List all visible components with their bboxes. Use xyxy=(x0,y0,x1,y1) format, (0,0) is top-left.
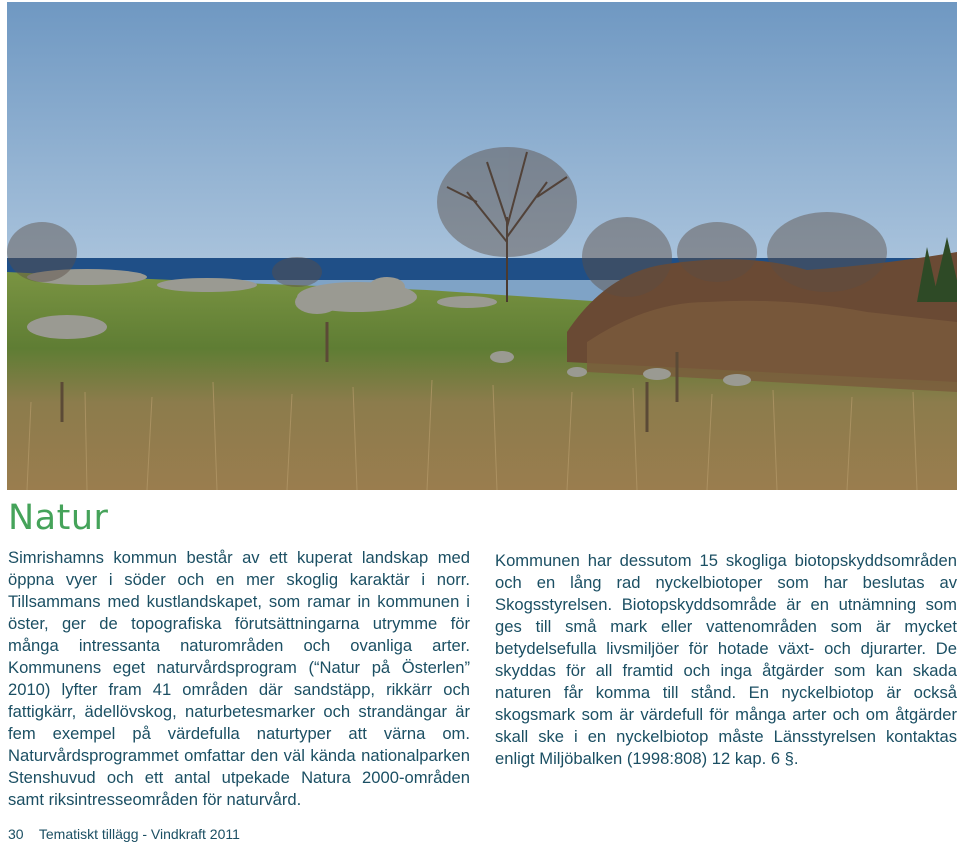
landscape-photo xyxy=(7,2,957,490)
left-column-text: Simrishamns kommun består av ett kuperat landskap med öppna vyer i söder och en mer skoglig karaktär i norr. Tillsammans med kustlandskapet, som ramar in kommunen i öster, ger de topografiska förutsättningarna utrymme för många intressanta naturområden och ovanliga arter. Kommunens eget naturvårdsprogram (“Natur på Österlen” 2010) lyfter fram 41 områden där sandstäpp, rikkärr och fattigkärr, ädellövskog, naturbetesmarker och strandängar är fem exempel på värdefulla naturtyper att värna om. Naturvårdsprogrammet omfattar den väl kända nationalparken Stenshuvud och ett antal utpekade Natura 2000-områden samt riksintresseområden för naturvård. xyxy=(8,548,470,809)
page-footer xyxy=(8,826,240,842)
right-column-text: Kommunen har dessutom 15 skogliga biotopskyddsområden och en lång rad nyckelbiotoper som har beslutas av Skogsstyrelsen. Biotopskyddsområde är en utnämning som ges till små mark eller vattenområden som är mycket betydelsefulla livsmiljöer för hotade växt- och djurarter. De skyddas för all framtid och inga åtgärder som kan skada naturen får komma till stånd. En nyckelbiotop är också skogsmark som är värdefull för många arter och om åtgärder skall ske i en nyckelbiotop måste Länsstyrelsen kontaktas enligt Miljöbalken (1998:808) 12 kap. 6 §. xyxy=(495,551,957,768)
page-number: 30 xyxy=(8,826,24,842)
publication-title: Tematiskt tillägg - Vindkraft 2011 xyxy=(38,826,240,842)
section-heading: Natur xyxy=(8,498,109,538)
